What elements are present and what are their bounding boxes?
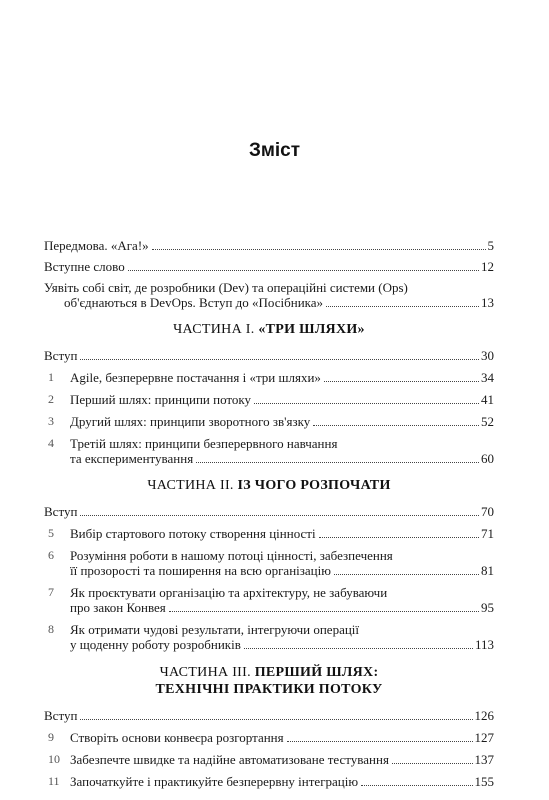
toc-entry-text: Передмова. «Ага!» <box>44 238 149 253</box>
toc-entry-intro-word[interactable] <box>44 259 494 274</box>
dot-leader <box>326 306 479 307</box>
dot-leader <box>324 381 479 382</box>
toc-entry-chapter-10[interactable] <box>44 752 494 767</box>
dot-leader <box>80 719 472 720</box>
toc-page-number: 81 <box>481 563 494 578</box>
toc-entry-text-line2: та експериментування <box>70 451 194 466</box>
dot-leader <box>361 785 472 786</box>
toc-entry-text-line1: Як проєктувати організацію та архітектуру, не забуваючи <box>70 585 388 600</box>
toc-page-number: 113 <box>474 637 494 652</box>
dot-leader <box>287 741 473 742</box>
part-label: ЧАСТИНА II. <box>147 478 234 493</box>
toc-page-number: 71 <box>481 526 494 541</box>
chapter-number: 8 <box>48 622 54 636</box>
toc-page-number: 41 <box>481 392 494 407</box>
chapter-number: 1 <box>48 370 54 384</box>
toc-entry-foreword[interactable] <box>44 238 494 253</box>
part-label: ЧАСТИНА III. <box>159 665 251 680</box>
toc-entry-part3-intro[interactable] <box>44 708 494 723</box>
table-of-contents <box>44 238 494 796</box>
toc-page-number: 127 <box>474 730 494 745</box>
toc-entry-text: Вступ <box>44 708 78 723</box>
toc-page-number: 155 <box>474 774 494 789</box>
dot-leader <box>152 249 486 250</box>
chapter-number: 2 <box>48 392 54 406</box>
dot-leader <box>80 359 479 360</box>
chapter-number: 4 <box>48 436 54 450</box>
toc-entry-text: Другий шлях: принципи зворотного зв'язку <box>70 414 311 429</box>
toc-page-number: 52 <box>481 414 494 429</box>
toc-entry-chapter-6[interactable] <box>44 548 494 578</box>
dot-leader <box>128 270 479 271</box>
toc-page-number: 126 <box>474 708 494 723</box>
part-label: ЧАСТИНА I. <box>173 322 255 337</box>
toc-entry-text-line1: Третій шлях: принципи безперервного навчання <box>70 436 338 451</box>
dot-leader <box>319 537 479 538</box>
toc-page-number: 13 <box>481 295 494 310</box>
toc-entry-part1-intro[interactable] <box>44 348 494 363</box>
toc-page-number: 60 <box>481 451 494 466</box>
part-heading-2 <box>44 477 494 494</box>
toc-entry-text: Agile, безперервне постачання і «три шляхи» <box>70 370 321 385</box>
toc-page-number: 34 <box>481 370 494 385</box>
toc-entry-text-line1: Уявіть собі світ, де розробники (Dev) та операційні системи (Ops) <box>44 280 408 295</box>
dot-leader <box>80 515 479 516</box>
toc-entry-devops-intro[interactable] <box>44 280 494 310</box>
toc-entry-chapter-3[interactable] <box>44 414 494 429</box>
dot-leader <box>313 425 479 426</box>
toc-entry-text: Створіть основи конвеєра розгортання <box>70 730 284 745</box>
toc-entry-text-line1: Розуміння роботи в нашому потоці цінності, забезпечення <box>70 548 393 563</box>
toc-page-number: 12 <box>481 259 494 274</box>
chapter-number: 7 <box>48 585 54 599</box>
toc-entry-chapter-4[interactable] <box>44 436 494 466</box>
toc-entry-chapter-11[interactable] <box>44 774 494 789</box>
toc-entry-text-line2: об'єднаються в DevOps. Вступ до «Посібника» <box>64 295 324 310</box>
chapter-number: 5 <box>48 526 54 540</box>
toc-entry-chapter-5[interactable] <box>44 526 494 541</box>
toc-entry-chapter-9[interactable] <box>44 730 494 745</box>
dot-leader <box>254 403 479 404</box>
toc-entry-chapter-7[interactable] <box>44 585 494 615</box>
chapter-number: 9 <box>48 730 54 744</box>
page-title: Зміст <box>248 140 301 161</box>
toc-entry-part2-intro[interactable] <box>44 504 494 519</box>
part-title: ІЗ ЧОГО РОЗПОЧАТИ <box>237 478 391 493</box>
toc-page-number: 95 <box>481 600 494 615</box>
toc-entry-text-line2: у щоденну роботу розробників <box>70 637 241 652</box>
toc-page-number: 70 <box>481 504 494 519</box>
toc-entry-chapter-2[interactable] <box>44 392 494 407</box>
toc-page-number: 5 <box>487 238 494 253</box>
dot-leader <box>169 611 479 612</box>
dot-leader <box>196 462 479 463</box>
part-title: ПЕРШИЙ ШЛЯХ: <box>254 665 379 680</box>
toc-entry-text: Вибір стартового потоку створення цінності <box>70 526 316 541</box>
toc-entry-text: Започаткуйте і практикуйте безперервну інтеграцію <box>70 774 359 789</box>
toc-page-number: 137 <box>474 752 494 767</box>
dot-leader <box>334 574 479 575</box>
part-title: «ТРИ ШЛЯХИ» <box>258 322 365 337</box>
part-title-line2: ТЕХНІЧНІ ПРАКТИКИ ПОТОКУ <box>155 682 383 697</box>
toc-entry-text-line2: її прозорості та поширення на всю організацію <box>70 563 331 578</box>
toc-entry-text-line1: Як отримати чудові результати, інтегруючи операції <box>70 622 360 637</box>
chapter-number: 11 <box>48 774 60 788</box>
toc-entry-text: Вступне слово <box>44 259 125 274</box>
toc-entry-chapter-8[interactable] <box>44 622 494 652</box>
dot-leader <box>244 648 473 649</box>
toc-entry-text: Забезпечте швидке та надійне автоматизоване тестування <box>70 752 389 767</box>
toc-entry-text-line2: про закон Конвея <box>70 600 166 615</box>
chapter-number: 3 <box>48 414 54 428</box>
part-heading-1 <box>44 321 494 338</box>
toc-entry-text: Вступ <box>44 504 78 519</box>
toc-entry-text: Вступ <box>44 348 78 363</box>
toc-entry-text: Перший шлях: принципи потоку <box>70 392 252 407</box>
dot-leader <box>392 763 473 764</box>
chapter-number: 6 <box>48 548 54 562</box>
toc-page-number: 30 <box>481 348 494 363</box>
part-heading-3 <box>44 664 494 698</box>
chapter-number: 10 <box>48 752 60 766</box>
toc-entry-chapter-1[interactable] <box>44 370 494 385</box>
